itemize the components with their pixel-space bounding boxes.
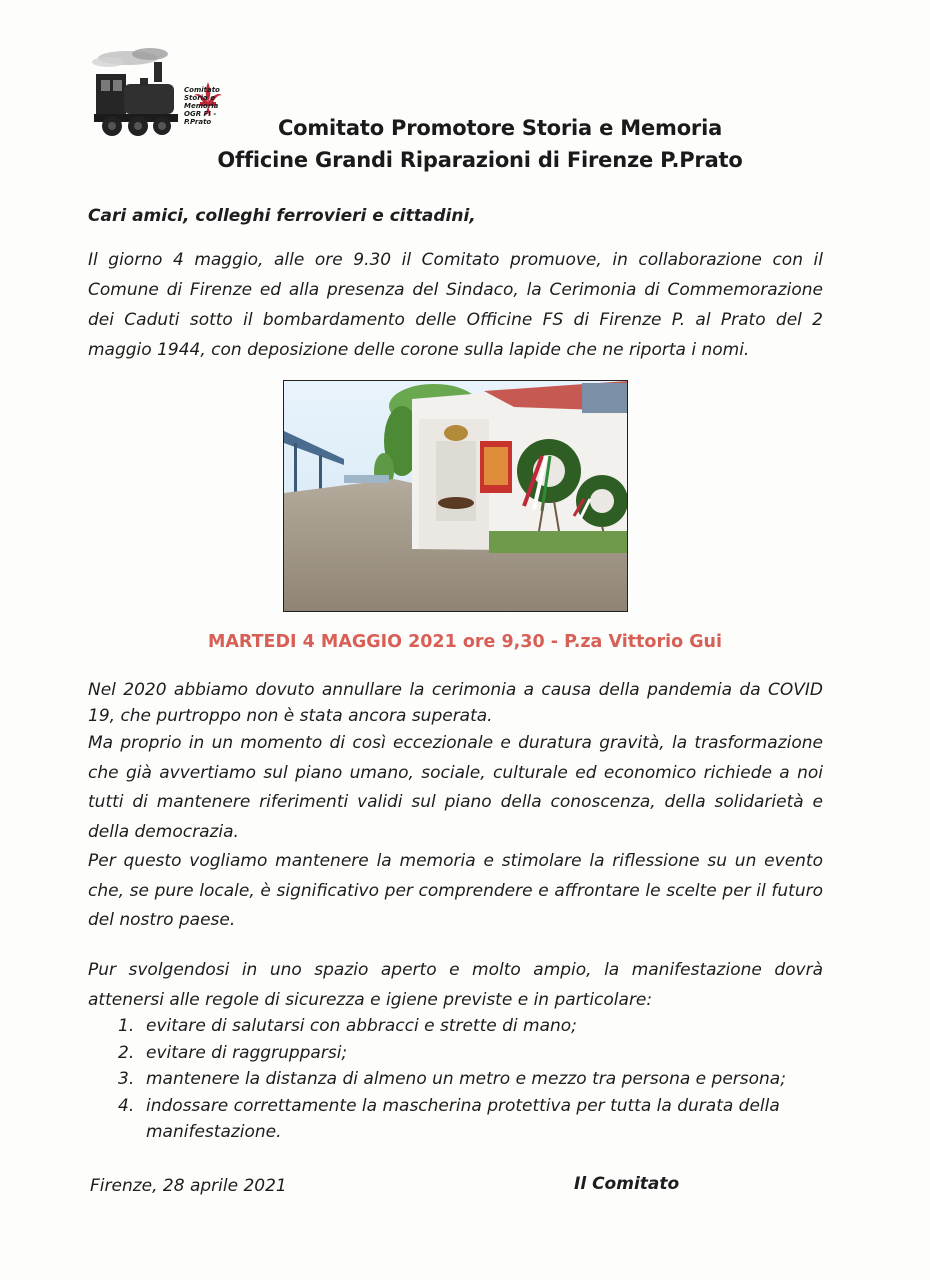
logo-caption: Comitato Storia e Memoria OGR FI - P.Prato [184, 86, 220, 126]
list-item: 2. evitare di raggrupparsi; [118, 1042, 348, 1063]
memorial-photo [283, 380, 628, 612]
document-subtitle: Officine Grandi Riparazioni di Firenze P.Prato [217, 148, 743, 172]
list-item: 4. indossare correttamente la mascherina protettiva per tutta la durata della manifestazione. [118, 1095, 780, 1142]
event-date-location: MARTEDI 4 MAGGIO 2021 ore 9,30 - P.za Vittorio Gui [207, 632, 723, 652]
safety-rules-list [110, 1013, 810, 1146]
body-paragraph-4: Pur svolgendosi in uno spazio aperto e molto ampio, la manifestazione dovrà attenersi alle regole di sicurezza e igiene previste e in particolare: [88, 960, 823, 1010]
signature: Il Comitato [574, 1174, 680, 1194]
memorial-scene-image [284, 381, 627, 611]
salutation: Cari amici, colleghi ferrovieri e cittadini, [88, 206, 476, 226]
body-paragraph-2: Ma proprio in un momento di così eccezionale e duratura gravità, la trasformazione che già avvertiamo sul piano umano, sociale, culturale ed economico richiede a noi tutti di mantenere riferimenti validi sul piano della conoscenza, della solidarietà e della democrazia. [88, 733, 823, 842]
intro-paragraph: Il giorno 4 maggio, alle ore 9.30 il Comitato promuove, in collaborazione con il Comune di Firenze ed alla presenza del Sindaco, la Cerimonia di Commemorazione dei Caduti sotto il bombardamento delle Officine FS di Firenze P. al Prato del 2 maggio 1944, con deposizione delle corone sulla lapide che ne riporta i nomi. [88, 250, 823, 360]
body-paragraph-3: Per questo vogliamo mantenere la memoria e stimolare la riflessione su un evento che, se pure locale, è significativo per comprendere e affrontare le scelte per il futuro del nostro paese. [88, 851, 823, 930]
body-paragraph-1: Nel 2020 abbiamo dovuto annullare la cerimonia a causa della pandemia da COVID 19, che purtroppo non è stata ancora superata. [88, 680, 823, 726]
list-item: 3. mantenere la distanza di almeno un metro e mezzo tra persona e persona; [118, 1069, 786, 1089]
body-text [88, 677, 823, 936]
list-item: 1. evitare di salutarsi con abbracci e strette di mano; [118, 1016, 577, 1036]
place-date: Firenze, 28 aprile 2021 [90, 1176, 287, 1196]
document-title: Comitato Promotore Storia e Memoria [277, 116, 723, 140]
